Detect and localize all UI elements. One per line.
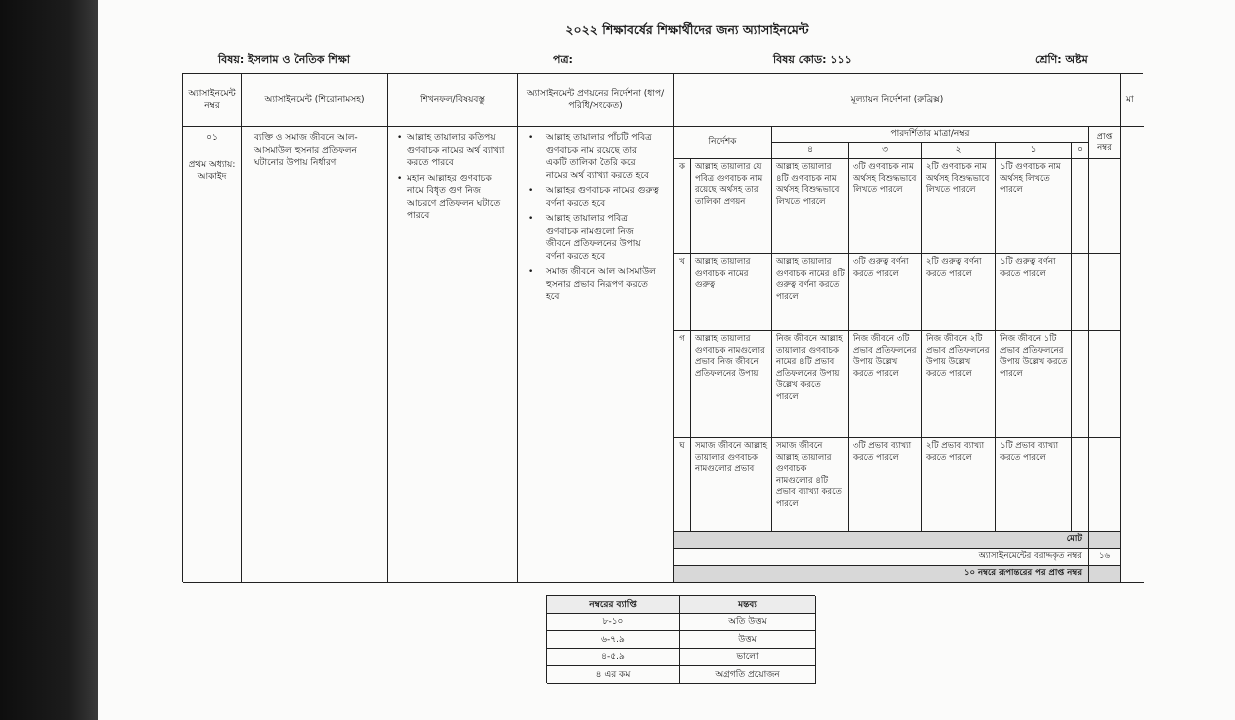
document-title: ২০২২ শিক্ষাবর্ষের শিক্ষার্থীদের জন্য অ্যাসাইনমেন্ট — [565, 22, 809, 37]
rubric-obtained-score — [1089, 254, 1121, 331]
rubric-indicator-header — [674, 127, 772, 159]
scale-comment: অগ্রগতি প্রয়োজন — [680, 666, 816, 684]
rubric-level-2-criterion: ২টি গুরুত্ব বর্ণনা করতে পারলে — [922, 254, 996, 331]
rubric-level-1: ১ — [996, 143, 1072, 159]
rubric-indicator: সমাজ জীবনে আল্লাহ তায়ালার গুণবাচক নামগুলোর প্রভাব — [691, 438, 772, 532]
chapter-name: প্রথম অধ্যায়: আকাইদ — [188, 159, 236, 182]
header-instructions — [518, 74, 674, 127]
rubric-level-2-criterion: ২টি প্রভাব ব্যাখ্যা করতে পারলে — [922, 438, 996, 532]
rubric-allocated-label: অ্যাসাইনমেন্টের বরাদ্দকৃত নম্বর — [674, 549, 1089, 566]
rubric-level-2-criterion: নিজ জীবনে ২টি প্রভাব প্রতিফলনের উপায় উল্লেখ করতে পারলে — [922, 331, 996, 438]
dark-margin-strip — [0, 0, 98, 720]
rubric-level-1-criterion: ১টি প্রভাব ব্যাখ্যা করতে পারলে — [996, 438, 1072, 532]
scale-comment: উত্তম — [680, 631, 816, 649]
rubric-level-3-criterion: ৩টি প্রভাব ব্যাখ্যা করতে পারলে — [849, 438, 922, 532]
rubric-level-1-criterion: ১টি গুণবাচক নাম অর্থসহ লিখতে পারলে — [996, 159, 1072, 254]
header-cut-column-text: মা — [1126, 94, 1134, 105]
rubric-converted-label: ১০ নম্বরে রূপান্তরের পর প্রাপ্ত নম্বর — [674, 566, 1089, 583]
learning-outcome-item: • মহান আল্লাহর গুণবাচক নামে বিধৃত গুণ নিজ আচরণে প্রতিফলন ঘটাতে পারবে — [396, 173, 511, 223]
rubric-levels-header-text: পারদর্শিতার মাত্রা/নম্বর — [890, 129, 970, 140]
rubric-level-4-criterion: সমাজ জীবনে আল্লাহ তায়ালার গুণবাচক নামগুলোর ৪টি প্রভাব ব্যাখ্যা করতে পারলে — [772, 438, 849, 532]
paper-label: পত্র: — [553, 53, 573, 66]
instruction-item: • সমাজ জীবনে আল আসমাউল হুসনার প্রভাব নিরূপণ করতে হবে — [526, 266, 659, 304]
instruction-item: • আল্লাহ তায়ালার পাঁচটি পবিত্র গুণবাচক নাম রয়েছে তার একটি তালিকা তৈরি করে নামের অর্থ ব্যাখ্যা করতে হবে — [526, 132, 659, 182]
rubric-level-0-criterion — [1072, 159, 1089, 254]
header-instructions-text: অ্যাসাইনমেন্ট প্রণয়নের নির্দেশনা (ধাপ/পরিধি/সংকেত) — [526, 88, 665, 111]
header-evaluation — [674, 74, 1121, 127]
rubric-row-letter: ঘ — [674, 438, 691, 532]
rubric-level-2: ২ — [922, 143, 996, 159]
assignment-number-cell — [183, 127, 242, 583]
scale-range: ৪ এর কম — [547, 666, 680, 684]
assignment-table — [182, 73, 1143, 582]
scale-comment: অতি উত্তম — [680, 614, 816, 631]
scale-range: ৬-৭.৯ — [547, 631, 680, 649]
rubric-obtained-header — [1089, 127, 1121, 159]
scale-range: ৮-১০ — [547, 614, 680, 631]
rubric-indicator-header-text: নির্দেশক — [708, 137, 737, 148]
rubric-row-letter: খ — [674, 254, 691, 331]
assignment-number: ০১ — [206, 133, 218, 143]
learning-outcomes-cell — [388, 127, 518, 583]
class-label: শ্রেণি: অষ্টম — [1035, 53, 1088, 66]
rubric-level-0-criterion — [1072, 438, 1089, 532]
instructions-list — [526, 132, 659, 304]
scale-range-header: নম্বরের ব্যাপ্তি — [547, 596, 680, 614]
header-assignment-title — [242, 74, 388, 127]
rubric-level-3-criterion: ৩টি গুণবাচক নাম অর্থসহ বিশুদ্ধভাবে লিখতে পারলে — [849, 159, 922, 254]
header-assignment-number — [183, 74, 242, 127]
learning-outcomes-list — [396, 132, 511, 223]
instruction-item: • আল্লাহর গুণবাচক নামের গুরুত্ব বর্ণনা করতে হবে — [526, 185, 659, 210]
rubric-indicator: আল্লাহ তায়ালার গুণবাচক নামের গুরুত্ব — [691, 254, 772, 331]
header-assignment-number-text: অ্যাসাইনমেন্ট নম্বর — [188, 88, 236, 111]
learning-outcome-item: • আল্লাহ তায়ালার কতিপয় গুণবাচক নামের অর্থ ব্যাখ্যা করতে পারবে — [396, 132, 511, 170]
rubric-level-1-criterion: ১টি গুরুত্ব বর্ণনা করতে পারলে — [996, 254, 1072, 331]
rubric-level-4: ৪ — [772, 143, 849, 159]
scale-range: ৪-৫.৯ — [547, 649, 680, 666]
rubric-indicator: আল্লাহ তায়ালার যে পবিত্র গুণবাচক নাম রয়েছে অর্থসহ তার তালিকা প্রণয়ন — [691, 159, 772, 254]
rubric-row-letter: ক — [674, 159, 691, 254]
rubric-converted-value — [1089, 566, 1121, 583]
scale-comment: ভালো — [680, 649, 816, 666]
rubric-level-0-criterion — [1072, 331, 1089, 438]
rubric-allocated-value: ১৬ — [1089, 549, 1121, 566]
assignment-title-cell — [242, 127, 388, 583]
rubric-obtained-score — [1089, 438, 1121, 532]
rubric-level-3-criterion: নিজ জীবনে ৩টি প্রভাব প্রতিফলনের উপায় উল্লেখ করতে পারলে — [849, 331, 922, 438]
rubric-levels-header — [772, 127, 1089, 143]
rubric-level-0: ০ — [1072, 143, 1089, 159]
header-learning-outcomes-text: শিখনফল/বিষয়বস্তু — [420, 94, 485, 105]
rubric-level-2-criterion: ২টি গুণবাচক নাম অর্থসহ বিশুদ্ধভাবে লিখতে পারলে — [922, 159, 996, 254]
rubric-level-0-criterion — [1072, 254, 1089, 331]
header-evaluation-text: মূল্যায়ন নির্দেশনা (রুব্রিক্স) — [850, 94, 944, 105]
scale-comment-header: মন্তব্য — [680, 596, 816, 614]
rubric-level-3-criterion: ৩টি গুরুত্ব বর্ণনা করতে পারলে — [849, 254, 922, 331]
rubric-total-value — [1089, 532, 1121, 549]
subject-label: বিষয়: ইসলাম ও নৈতিক শিক্ষা — [218, 53, 350, 66]
rubric-obtained-score — [1089, 159, 1121, 254]
rubric-total-label: মোট — [674, 532, 1089, 549]
rubric-level-3: ৩ — [849, 143, 922, 159]
header-cut-column — [1121, 74, 1144, 127]
rubric-level-4-criterion: আল্লাহ তায়ালার গুণবাচক নামের ৪টি গুরুত্ব বর্ণনা করতে পারলে — [772, 254, 849, 331]
instructions-cell — [518, 127, 674, 583]
score-scale-table — [546, 595, 815, 683]
rubric-obtained-header-text: প্রাপ্ত নম্বর — [1096, 131, 1113, 153]
rubric-obtained-score — [1089, 331, 1121, 438]
subject-code-label: বিষয় কোড: ১১১ — [773, 53, 852, 66]
rubric-table — [674, 127, 1121, 583]
header-learning-outcomes — [388, 74, 518, 127]
rubric-indicator: আল্লাহ তায়ালার গুণবাচক নামগুলোর প্রভাব নিজ জীবনে প্রতিফলনের উপায় — [691, 331, 772, 438]
assignment-title: ব্যক্তি ও সমাজ জীবনে আল-আসমাউল হুসনার প্রতিফলন ঘটানোর উপায় নির্ধারণ — [254, 133, 358, 168]
header-assignment-title-text: অ্যাসাইনমেন্ট (শিরোনামসহ) — [264, 94, 365, 105]
instruction-item: • আল্লাহ তায়ালার পবিত্র গুণবাচক নামগুলো নিজ জীবনে প্রতিফলনের উপায় বর্ণনা করতে হবে — [526, 213, 659, 263]
rubric-level-4-criterion: আল্লাহ তায়ালার ৪টি গুণবাচক নাম অর্থসহ বিশুদ্ধভাবে লিখতে পারলে — [772, 159, 849, 254]
rubric-row-letter: গ — [674, 331, 691, 438]
rubric-level-4-criterion: নিজ জীবনে আল্লাহ তায়ালার গুণবাচক নামের ৪টি প্রভাব প্রতিফলনের উপায় উল্লেখ করতে পারলে — [772, 331, 849, 438]
cut-column-body — [1121, 127, 1144, 583]
rubric-level-1-criterion: নিজ জীবনে ১টি প্রভাব প্রতিফলনের উপায় উল্লেখ করতে পারলে — [996, 331, 1072, 438]
